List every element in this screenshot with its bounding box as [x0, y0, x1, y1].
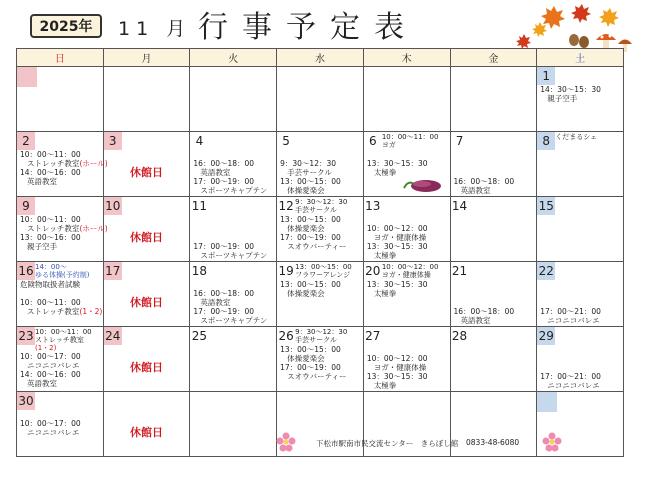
event-line	[190, 316, 276, 325]
event-text: 親子空手	[27, 242, 57, 251]
event-line	[277, 280, 363, 289]
event-line	[17, 168, 103, 177]
event-line	[190, 298, 276, 307]
day-number: 11	[191, 199, 208, 213]
side-event	[35, 327, 92, 352]
calendar-day-cell	[103, 132, 190, 197]
day-number: 28	[451, 329, 468, 343]
event-line	[451, 307, 537, 316]
calendar-day-cell	[363, 67, 450, 132]
event-text: 17：00〜19：00	[280, 233, 341, 242]
calendar-week-row	[17, 132, 624, 197]
calendar-day-cell	[450, 132, 537, 197]
event-line	[364, 224, 450, 233]
event-text: ヨガ・健康体操	[373, 363, 427, 372]
weekday-sat: 土	[537, 49, 624, 67]
event-line	[277, 289, 363, 298]
event-line	[364, 372, 450, 381]
event-line	[537, 94, 623, 103]
day-number: 18	[191, 264, 208, 278]
event-line	[364, 215, 450, 224]
event-text: 英語教室	[200, 168, 231, 177]
day-number: 13	[365, 199, 381, 213]
event-line	[277, 159, 363, 168]
event-text: 親子空手	[547, 94, 578, 103]
event-text: スオウバーティー	[287, 242, 347, 251]
event-text: ストレッチ教室	[27, 224, 80, 233]
month-label: 11 月	[118, 18, 192, 40]
calendar-day-cell	[277, 132, 364, 197]
side-event	[295, 327, 347, 344]
side-event-line: 9：30〜12：30	[295, 198, 348, 206]
event-text: 手芸サークル	[287, 168, 332, 177]
event-text: 13：00〜15：00	[280, 280, 341, 289]
event-line	[451, 168, 537, 177]
side-event	[382, 132, 439, 149]
event-line	[17, 289, 103, 298]
day-number: 3	[104, 132, 122, 150]
event-line	[190, 289, 276, 298]
event-line	[17, 352, 103, 361]
event-text: 太極拳	[373, 381, 397, 390]
event-line	[451, 289, 537, 298]
event-text: 危険物取扱者試験	[20, 280, 80, 289]
event-line	[364, 233, 450, 242]
event-line	[364, 251, 450, 260]
weekday-fri: 金	[450, 49, 537, 67]
event-text: 10：00〜17：00	[20, 352, 81, 361]
calendar-day-cell	[103, 67, 190, 132]
side-event	[35, 262, 89, 279]
event-line	[17, 233, 103, 242]
day-number: 27	[365, 329, 381, 343]
event-text: 10：00〜12：00	[366, 354, 428, 363]
event-line	[17, 177, 103, 186]
event-line	[190, 280, 276, 289]
event-line	[190, 233, 276, 242]
event-line	[537, 372, 623, 381]
event-line	[277, 345, 363, 354]
event-text: 13：30〜15：30	[366, 372, 428, 381]
event-text: 16：00〜18：00	[193, 159, 255, 168]
event-text: ニコニコバレエ	[27, 361, 80, 370]
event-line	[17, 224, 108, 233]
side-event-line: フラワーアレンジ	[295, 271, 351, 279]
day-number: 10	[105, 199, 121, 213]
event-text: スポーツキャプテン	[200, 251, 268, 260]
event-line	[451, 280, 537, 289]
event-line	[17, 379, 103, 388]
event-line	[190, 224, 276, 233]
event-text: スポーツキャプテン	[200, 316, 268, 325]
event-text: 10：00〜11：00	[20, 215, 81, 224]
event-line	[451, 159, 537, 168]
event-line	[537, 363, 623, 372]
event-line	[537, 316, 623, 325]
day-number: 8	[537, 132, 555, 150]
event-text: 英語教室	[27, 379, 57, 388]
event-line	[537, 381, 623, 390]
closed-day-label: 休館日	[130, 426, 164, 439]
side-event-line: ゆる体操(予約制)	[35, 271, 90, 279]
calendar-day-cell	[450, 197, 537, 262]
closed-day-label: 休館日	[130, 296, 164, 309]
event-text: ストレッチ教室	[27, 307, 80, 316]
event-text: 太極拳	[373, 289, 397, 298]
day-number: 12	[278, 199, 294, 213]
event-line	[190, 215, 276, 224]
event-line	[451, 316, 537, 325]
calendar-week-row	[17, 262, 624, 327]
event-text: ニコニコバレエ	[547, 381, 600, 390]
event-text: 10：00〜12：00	[366, 224, 428, 233]
event-text: 10：00〜11：00	[20, 150, 81, 159]
event-line	[17, 361, 103, 370]
event-text: 13：00〜15：00	[280, 177, 341, 186]
calendar-day-cell	[17, 262, 104, 327]
event-line	[537, 298, 623, 307]
event-text: ニコニコバレエ	[547, 316, 600, 325]
event-line	[537, 289, 623, 298]
day-number: 17	[105, 264, 121, 278]
event-text: 英語教室	[460, 316, 491, 325]
side-event-line: 10：00〜12：00	[381, 263, 439, 271]
event-text: 10：00〜17：00	[20, 419, 81, 428]
event-line	[190, 307, 276, 316]
calendar-day-cell	[537, 327, 624, 392]
side-event	[382, 262, 439, 279]
calendar-day-cell	[190, 197, 277, 262]
event-note: (1・2)	[79, 307, 103, 316]
side-event-line: 手芸サークル	[295, 336, 337, 344]
event-text: 13：00〜16：00	[20, 233, 81, 242]
day-number: 26	[278, 329, 294, 343]
event-line	[190, 159, 276, 168]
calendar-day-cell	[190, 327, 277, 392]
maple-leaf-icon	[571, 4, 591, 23]
maple-leaf-icon	[532, 22, 547, 37]
day-number: 25	[191, 329, 208, 343]
event-line	[17, 307, 103, 316]
event-text: 16：00〜18：00	[453, 307, 515, 316]
sweet-potato-icon	[400, 176, 444, 194]
day-number: 16	[18, 264, 34, 278]
event-text: 体操愛楽会	[287, 186, 325, 195]
event-text: ストレッチ教室	[27, 159, 80, 168]
event-text: ヨガ・健康体操	[373, 233, 427, 242]
event-line	[364, 354, 450, 363]
weekday-thu: 木	[363, 49, 450, 67]
event-line	[277, 215, 363, 224]
event-line	[277, 168, 363, 177]
event-text: 体操愛楽会	[287, 354, 325, 363]
event-line	[537, 354, 623, 363]
event-text: 英語教室	[460, 186, 491, 195]
event-line	[190, 242, 276, 251]
event-line	[537, 280, 623, 289]
event-text: ニコニコバレエ	[27, 428, 80, 437]
event-line	[190, 150, 276, 159]
side-event-line: 10：00〜11：00	[35, 328, 92, 336]
day-number: 4	[195, 134, 204, 148]
calendar-week-row	[17, 67, 624, 132]
event-line	[451, 150, 537, 159]
event-text: 体操愛楽会	[287, 224, 325, 233]
day-number: 9	[17, 197, 35, 215]
side-event-line: ヨガ	[381, 141, 396, 149]
calendar-day-cell	[537, 67, 624, 132]
event-line	[451, 298, 537, 307]
event-text: 英語教室	[200, 298, 231, 307]
day-number: 15	[538, 199, 554, 213]
event-line	[17, 215, 103, 224]
event-text: 9：30〜12：30	[280, 159, 337, 168]
calendar-day-cell	[103, 197, 190, 262]
event-text: 17：00〜21：00	[540, 372, 601, 381]
acorn-icon	[579, 36, 589, 48]
closed-day-label: 休館日	[130, 361, 164, 374]
event-line	[364, 345, 450, 354]
event-line	[17, 242, 103, 251]
closed-day-label: 休館日	[130, 166, 164, 179]
side-event-line: 14：00〜	[35, 263, 67, 271]
event-line	[364, 150, 450, 159]
event-text: 太極拳	[373, 251, 397, 260]
calendar-day-cell	[537, 132, 624, 197]
event-line	[364, 280, 450, 289]
event-line	[17, 280, 103, 289]
side-event-line: ストレッチ教室	[35, 336, 84, 344]
event-text: 13：00〜15：00	[280, 345, 341, 354]
calendar-day-cell	[277, 327, 364, 392]
side-event	[295, 197, 347, 214]
day-number: 7	[455, 134, 464, 148]
day-number: 21	[451, 264, 468, 278]
day-number: 20	[365, 264, 381, 278]
event-line	[17, 410, 103, 419]
event-text: 17：00〜19：00	[193, 242, 255, 251]
event-line	[277, 233, 363, 242]
year-badge: 2025年	[30, 14, 102, 38]
calendar-day-cell	[450, 67, 537, 132]
event-line	[277, 186, 363, 195]
event-line	[277, 363, 363, 372]
weekday-sun: 日	[17, 49, 104, 67]
event-line	[277, 354, 363, 363]
footer-phone: 0833-48-6080	[466, 438, 520, 447]
calendar-day-cell	[363, 132, 450, 197]
side-event-line: 9：30〜12：30	[295, 328, 348, 336]
side-event-line: 13：00〜15：00	[295, 263, 352, 271]
calendar-week-row	[17, 197, 624, 262]
calendar-day-cell	[103, 262, 190, 327]
calendar-day-cell	[277, 197, 364, 262]
day-marker	[537, 392, 557, 412]
event-line	[537, 345, 623, 354]
event-line	[277, 242, 363, 251]
event-text: 17：00〜19：00	[280, 363, 341, 372]
event-line	[537, 307, 623, 316]
event-line	[190, 186, 276, 195]
footer	[0, 432, 650, 452]
event-text: 13：30〜15：30	[366, 280, 428, 289]
day-number: 29	[538, 329, 554, 343]
event-line	[537, 85, 623, 94]
event-line	[451, 177, 537, 186]
day-number: 24	[105, 329, 121, 343]
day-number: 23	[18, 329, 34, 343]
event-line	[277, 224, 363, 233]
flower-icon	[542, 432, 562, 452]
event-line	[17, 150, 103, 159]
weekday-header-row	[17, 49, 624, 67]
side-event-line: (1・2)	[35, 344, 57, 352]
day-number: 2	[17, 132, 35, 150]
event-line	[17, 298, 103, 307]
event-text: 太極拳	[373, 168, 397, 177]
calendar-day-cell	[190, 67, 277, 132]
side-event-line: くだまるシェ	[555, 133, 598, 141]
calendar-day-cell	[450, 262, 537, 327]
event-line	[277, 372, 363, 381]
event-text: 17：00〜19：00	[193, 177, 255, 186]
calendar-day-cell	[363, 262, 450, 327]
event-text: 17：00〜19：00	[193, 307, 255, 316]
event-line	[277, 150, 363, 159]
calendar-table	[16, 48, 624, 457]
event-text: 体操愛楽会	[287, 289, 325, 298]
calendar-day-cell	[190, 132, 277, 197]
event-text: 13：30〜15：30	[366, 242, 428, 251]
event-line	[190, 251, 276, 260]
day-number: 14	[451, 199, 468, 213]
day-number: 30	[18, 394, 34, 408]
day-number: 6	[368, 134, 377, 148]
event-line	[364, 363, 450, 372]
calendar-day-cell	[450, 327, 537, 392]
calendar-day-cell	[363, 197, 450, 262]
page-title: 行事予定表	[198, 10, 418, 45]
event-text: 17：00〜21：00	[540, 307, 601, 316]
side-event-line: 手芸サークル	[295, 206, 337, 214]
event-text: スポーツキャプテン	[200, 186, 268, 195]
maple-leaf-icon	[599, 8, 619, 27]
event-line	[364, 159, 450, 168]
event-line	[17, 159, 108, 168]
side-event-line: ヨガ・健康体操	[381, 271, 431, 279]
side-event	[555, 132, 597, 141]
day-marker	[17, 67, 37, 87]
event-note: (ホール)	[79, 159, 108, 168]
event-text: 16：00〜18：00	[193, 289, 255, 298]
day-number: 22	[538, 264, 554, 278]
event-text: 13：00〜15：00	[280, 215, 341, 224]
calendar-day-cell	[17, 67, 104, 132]
weekday-wed: 水	[277, 49, 364, 67]
event-text: 13：30〜15：30	[366, 159, 428, 168]
side-event	[295, 262, 352, 279]
calendar-day-cell	[277, 67, 364, 132]
footer-address: 下松市駅南市民交流センター きらぼし館	[316, 439, 459, 448]
calendar-day-cell	[17, 197, 108, 262]
event-text: 14：00〜16：00	[20, 168, 81, 177]
calendar-day-cell	[537, 197, 624, 262]
event-line	[190, 168, 276, 177]
day-number: 19	[278, 264, 294, 278]
event-line	[190, 177, 276, 186]
closed-day-label: 休館日	[130, 231, 164, 244]
event-text: 16：00〜18：00	[453, 177, 515, 186]
event-text: スオウバーティー	[287, 372, 347, 381]
calendar-day-cell	[103, 327, 190, 392]
event-line	[364, 242, 450, 251]
event-text: 10：00〜11：00	[20, 298, 81, 307]
flower-icon	[276, 432, 296, 452]
day-number: 1	[537, 67, 555, 85]
weekday-tue: 火	[190, 49, 277, 67]
event-text: 英語教室	[27, 177, 57, 186]
calendar-day-cell	[537, 262, 624, 327]
event-line	[364, 381, 450, 390]
maple-leaf-icon	[516, 34, 531, 49]
calendar-day-cell	[363, 327, 450, 392]
event-note: (ホール)	[79, 224, 108, 233]
calendar-day-cell	[190, 262, 277, 327]
side-event-line: 10：00〜11：00	[381, 133, 439, 141]
day-number: 5	[282, 134, 290, 148]
event-line	[277, 177, 363, 186]
calendar-day-cell	[17, 327, 104, 392]
event-line	[17, 370, 103, 379]
weekday-mon: 月	[103, 49, 190, 67]
acorn-icon	[569, 34, 579, 46]
event-line	[364, 289, 450, 298]
event-text: 14：30〜15：30	[540, 85, 601, 94]
calendar-day-cell	[17, 132, 108, 197]
event-line	[17, 419, 103, 428]
event-line	[451, 186, 537, 195]
calendar-week-row	[17, 327, 624, 392]
event-text: 14：00〜16：00	[20, 370, 81, 379]
calendar-day-cell	[277, 262, 364, 327]
